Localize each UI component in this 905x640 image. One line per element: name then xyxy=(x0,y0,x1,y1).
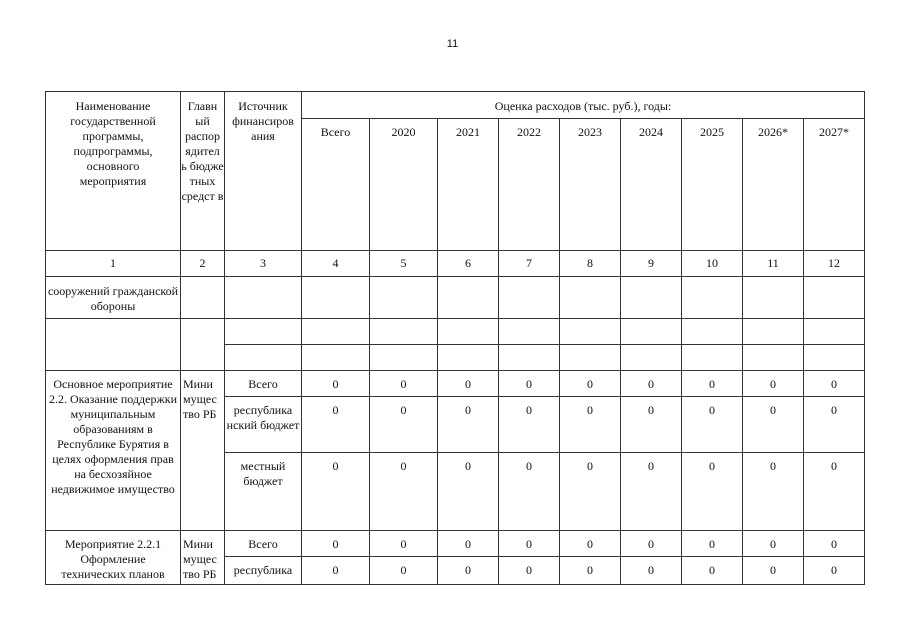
header-year: 2026* xyxy=(743,119,804,251)
value-cell: 0 xyxy=(302,557,370,585)
value-cell: 0 xyxy=(370,397,438,453)
value-cell: 0 xyxy=(621,371,682,397)
value-cell: 0 xyxy=(499,397,560,453)
empty-cell xyxy=(743,319,804,345)
empty-cell xyxy=(804,345,865,371)
value-cell: 0 xyxy=(560,531,621,557)
column-number: 8 xyxy=(560,251,621,277)
header-expense-estimate: Оценка расходов (тыс. руб.), годы: xyxy=(302,92,865,119)
empty-cell xyxy=(621,345,682,371)
column-number: 5 xyxy=(370,251,438,277)
column-number: 6 xyxy=(438,251,499,277)
budget-manager: Мини мущес тво РБ xyxy=(181,371,225,531)
value-cell: 0 xyxy=(682,371,743,397)
value-cell: 0 xyxy=(370,453,438,531)
value-cell: 0 xyxy=(743,453,804,531)
column-number: 7 xyxy=(499,251,560,277)
value-cell: 0 xyxy=(804,557,865,585)
header-year: 2023 xyxy=(560,119,621,251)
empty-cell xyxy=(438,319,499,345)
empty-cell xyxy=(499,277,560,319)
value-cell: 0 xyxy=(438,557,499,585)
value-cell: 0 xyxy=(804,453,865,531)
column-number: 11 xyxy=(743,251,804,277)
column-number: 4 xyxy=(302,251,370,277)
empty-cell xyxy=(499,345,560,371)
value-cell: 0 xyxy=(743,397,804,453)
value-cell: 0 xyxy=(499,557,560,585)
continued-program-name: сооружений гражданской обороны xyxy=(46,277,181,319)
value-cell: 0 xyxy=(302,531,370,557)
page-number: 11 xyxy=(446,38,459,50)
value-cell: 0 xyxy=(438,531,499,557)
value-cell: 0 xyxy=(621,531,682,557)
empty-cell xyxy=(560,345,621,371)
value-cell: 0 xyxy=(804,531,865,557)
header-program-name: Наименование государственной программы, подпрограммы, основного мероприятия xyxy=(46,92,181,251)
value-cell: 0 xyxy=(804,397,865,453)
empty-cell xyxy=(225,319,302,345)
value-cell: 0 xyxy=(682,397,743,453)
value-cell: 0 xyxy=(370,557,438,585)
value-cell: 0 xyxy=(438,397,499,453)
funding-source: Всего xyxy=(225,371,302,397)
empty-cell xyxy=(302,319,370,345)
empty-cell xyxy=(804,319,865,345)
empty-cell xyxy=(181,277,225,319)
empty-cell xyxy=(682,319,743,345)
value-cell: 0 xyxy=(370,531,438,557)
column-number: 1 xyxy=(46,251,181,277)
expenditure-table xyxy=(45,91,865,585)
column-number: 12 xyxy=(804,251,865,277)
empty-cell xyxy=(621,277,682,319)
empty-cell xyxy=(682,277,743,319)
value-cell: 0 xyxy=(438,453,499,531)
empty-cell xyxy=(743,345,804,371)
value-cell: 0 xyxy=(682,453,743,531)
value-cell: 0 xyxy=(621,557,682,585)
empty-cell xyxy=(560,319,621,345)
value-cell: 0 xyxy=(743,371,804,397)
value-cell: 0 xyxy=(743,557,804,585)
column-number: 3 xyxy=(225,251,302,277)
empty-cell xyxy=(621,319,682,345)
value-cell: 0 xyxy=(302,397,370,453)
header-year: 2021 xyxy=(438,119,499,251)
empty-cell xyxy=(225,345,302,371)
header-budget-manager: Главн ый распор ядител ь бюдже тных средст в xyxy=(181,92,225,251)
header-year: 2024 xyxy=(621,119,682,251)
value-cell: 0 xyxy=(302,453,370,531)
column-number: 2 xyxy=(181,251,225,277)
empty-cell xyxy=(225,277,302,319)
empty-cell xyxy=(370,345,438,371)
budget-manager: Мини мущес тво РБ xyxy=(181,531,225,585)
header-year: 2027* xyxy=(804,119,865,251)
value-cell: 0 xyxy=(499,453,560,531)
empty-cell xyxy=(302,345,370,371)
value-cell: 0 xyxy=(499,531,560,557)
empty-cell xyxy=(438,277,499,319)
header-year: 2025 xyxy=(682,119,743,251)
empty-cell xyxy=(560,277,621,319)
empty-cell xyxy=(370,277,438,319)
funding-source: Всего xyxy=(225,531,302,557)
column-number: 9 xyxy=(621,251,682,277)
value-cell: 0 xyxy=(560,557,621,585)
value-cell: 0 xyxy=(621,453,682,531)
value-cell: 0 xyxy=(743,531,804,557)
program-name: Мероприятие 2.2.1 Оформление технических планов xyxy=(46,531,181,585)
program-name: Основное мероприятие 2.2. Оказание поддержки муниципальным образованиям в Республике Бурятия в целях оформления прав на бесхозяйное недвижимое имущество xyxy=(46,371,181,531)
value-cell: 0 xyxy=(438,371,499,397)
funding-source: республика нский бюджет xyxy=(225,397,302,453)
empty-cell xyxy=(743,277,804,319)
header-year: Всего xyxy=(302,119,370,251)
value-cell: 0 xyxy=(682,557,743,585)
empty-cell xyxy=(46,319,181,371)
value-cell: 0 xyxy=(302,371,370,397)
funding-source: республика xyxy=(225,557,302,585)
funding-source: местный бюджет xyxy=(225,453,302,531)
empty-cell xyxy=(804,277,865,319)
empty-cell xyxy=(302,277,370,319)
value-cell: 0 xyxy=(560,453,621,531)
empty-cell xyxy=(181,319,225,371)
header-funding-source: Источник финансиров ания xyxy=(225,92,302,251)
value-cell: 0 xyxy=(621,397,682,453)
column-number: 10 xyxy=(682,251,743,277)
value-cell: 0 xyxy=(804,371,865,397)
empty-cell xyxy=(499,319,560,345)
header-year: 2020 xyxy=(370,119,438,251)
value-cell: 0 xyxy=(370,371,438,397)
value-cell: 0 xyxy=(682,531,743,557)
value-cell: 0 xyxy=(499,371,560,397)
empty-cell xyxy=(370,319,438,345)
value-cell: 0 xyxy=(560,397,621,453)
header-year: 2022 xyxy=(499,119,560,251)
value-cell: 0 xyxy=(560,371,621,397)
empty-cell xyxy=(438,345,499,371)
empty-cell xyxy=(682,345,743,371)
